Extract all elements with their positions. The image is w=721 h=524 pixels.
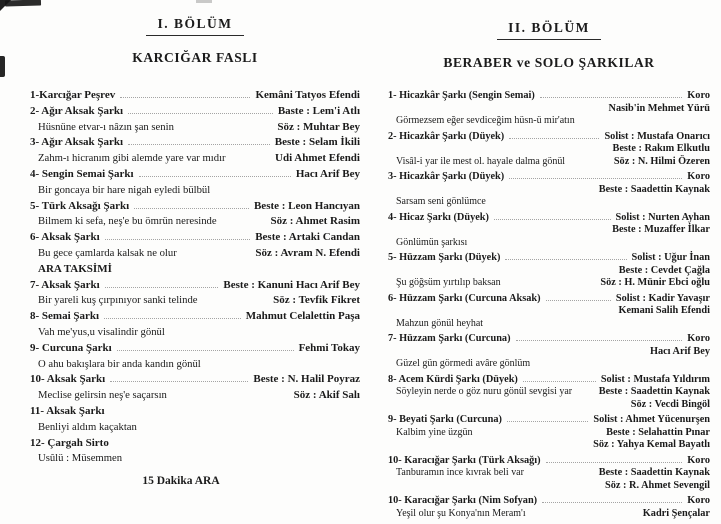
program-item [30, 309, 360, 341]
song-title-row [388, 212, 710, 225]
song-title: 4- Sengin Semai Şarkı [30, 167, 134, 180]
song-attribution: Söz : Akif Salı [293, 389, 360, 402]
dotted-leader [516, 340, 683, 341]
song-title-row [30, 372, 360, 388]
lyric-line: Bilmem ki sefa, neş'e bu ömrün neresinde [38, 215, 217, 228]
song-title: 5- Hüzzam Şarkı (Düyek) [388, 252, 501, 263]
dotted-leader [120, 97, 250, 98]
song-detail-row [30, 451, 360, 467]
program-item [388, 495, 710, 520]
song-attribution: Beste : Artaki Candan [255, 231, 360, 244]
song-title: 11- Aksak Şarkı [30, 404, 105, 417]
song-detail-row [388, 184, 710, 197]
song-attribution: Söz : Muhtar Bey [277, 120, 360, 133]
lyric-line: Yeşil olur şu Konya'nın Meram'ı [396, 507, 526, 519]
dotted-leader [542, 502, 682, 503]
lyric-line: Gönlümün şarkısı [396, 236, 468, 248]
dotted-leader [134, 208, 249, 209]
program-item [388, 293, 710, 331]
lyric-line: Visâl-i yar ile mest ol. hayale dalma gönül [396, 155, 566, 167]
song-attribution: Solist : Nurten Ayhan [615, 211, 710, 223]
dotted-leader [104, 318, 241, 319]
dotted-leader [509, 138, 599, 139]
program-item [30, 230, 360, 262]
song-attribution: Solist : Mustafa Onarıcı [604, 130, 710, 142]
song-detail-row [30, 357, 360, 373]
song-title-row [30, 199, 360, 215]
dotted-leader [507, 421, 588, 422]
song-attribution: Kemani Salih Efendi [618, 305, 710, 316]
program-item [30, 167, 360, 199]
song-title: 10- Karacığar Şarkı (Nim Sofyan) [388, 495, 538, 506]
song-title-row [388, 374, 710, 387]
song-title-row [388, 455, 710, 468]
song-attribution: Solist : Uğur İnan [631, 252, 710, 263]
song-attribution: Beste : Cevdet Çağla [618, 264, 710, 276]
song-title-row [388, 131, 710, 144]
song-attribution: Beste : Saadettin Kaynak [598, 386, 710, 397]
song-attribution: Solist : Mustafa Yıldırım [600, 373, 710, 385]
song-attribution: Koro [687, 333, 710, 344]
song-attribution: Nasib'in Mehmet Yürü [608, 102, 710, 114]
song-detail-row [388, 224, 710, 237]
dotted-leader [523, 381, 596, 382]
dotted-leader [128, 113, 273, 114]
song-detail-row [30, 293, 360, 309]
song-detail-row [388, 467, 710, 480]
song-attribution: Söz : H. Münir Ebci oğlu [600, 277, 710, 288]
song-attribution: Kemâni Tatyos Efendi [255, 89, 360, 101]
song-detail-row [388, 346, 710, 359]
part-1-title: I. BÖLÜM [146, 16, 243, 36]
song-detail-row [388, 439, 710, 452]
song-detail-row [388, 386, 710, 399]
song-attribution: Kadri Şençalar [642, 507, 710, 519]
dotted-leader [546, 300, 611, 301]
lyric-line: Güzel gün görmedi avâre gönlüm [396, 358, 531, 369]
song-detail-row [388, 143, 710, 156]
song-title-row [30, 230, 360, 246]
song-attribution: Söz : R. Ahmet Sevengil [605, 479, 710, 491]
song-title-row [30, 167, 360, 183]
song-title-row [30, 309, 360, 325]
song-detail-row [388, 318, 710, 331]
program-item [388, 90, 710, 128]
song-detail-row [30, 246, 360, 262]
program-item [30, 199, 360, 231]
song-detail-row [388, 265, 710, 278]
song-detail-row [388, 277, 710, 290]
song-title: 10- Aksak Şarkı [30, 373, 106, 386]
lyric-line: Şu göğsüm yırtılıp baksan [396, 277, 501, 288]
song-title: 8- Acem Kürdi Şarkı (Düyek) [388, 373, 518, 385]
program-item [388, 131, 710, 169]
program-item [30, 436, 360, 468]
scan-artifact [196, 0, 212, 3]
program-item [388, 374, 710, 412]
program-item [30, 404, 360, 436]
song-attribution: Söz : N. Hilmi Özeren [613, 155, 710, 167]
song-attribution: Koro [687, 495, 710, 506]
song-attribution: Solist : Ahmet Yücenurşen [593, 414, 710, 425]
song-attribution: Solist : Kadir Yavaşır [615, 292, 710, 304]
interlude-heading: ARA TAKSİMİ [38, 262, 112, 275]
song-title: 7- Hüzzam Şarkı (Curcuna) [388, 333, 511, 344]
song-title: 3- Hicazkâr Şarkı (Düyek) [388, 171, 505, 182]
part-2-title: II. BÖLÜM [497, 20, 601, 40]
song-title-row [388, 252, 710, 265]
program-item [30, 135, 360, 167]
dotted-leader [139, 176, 291, 177]
program-item [30, 88, 360, 104]
song-detail-row [388, 427, 710, 440]
program-item [30, 104, 360, 136]
program-item [388, 212, 710, 250]
lyric-line: Vah me'yus,u visalindir gönül [38, 325, 165, 338]
dotted-leader [105, 239, 250, 240]
song-title-row [30, 135, 360, 151]
dotted-leader [128, 144, 270, 145]
program-item [388, 252, 710, 290]
song-detail-row [30, 214, 360, 230]
song-title: 1-Karcığar Peşrev [30, 89, 116, 101]
song-title-row [388, 171, 710, 184]
dotted-leader [509, 178, 682, 179]
dotted-leader [117, 350, 294, 351]
song-attribution: Söz : Tevfik Fikret [273, 294, 360, 307]
song-title-row [388, 333, 710, 346]
dotted-leader [546, 462, 683, 463]
dotted-leader [540, 97, 682, 98]
program-item [388, 455, 710, 493]
section-part-1 [30, 16, 360, 487]
song-detail-row [30, 120, 360, 136]
song-title: 9- Beyati Şarkı (Curcuna) [388, 414, 502, 425]
section-part-2 [388, 20, 710, 523]
song-title-row [30, 104, 360, 120]
program-item [30, 372, 360, 404]
part-2-song-list [388, 90, 710, 520]
song-attribution: Beste : Saadettin Kaynak [598, 183, 710, 195]
song-detail-row [388, 156, 710, 169]
song-attribution: Fehmi Tokay [298, 341, 360, 354]
song-attribution: Koro [687, 90, 710, 101]
song-title-row [388, 495, 710, 508]
song-title-row [388, 90, 710, 103]
scan-artifact [5, 0, 41, 6]
song-detail-row [388, 103, 710, 116]
song-title: 4- Hicaz Şarkı (Düyek) [388, 211, 489, 223]
song-attribution: Söz : Vecdi Bingöl [630, 398, 710, 410]
lyric-line: Bir goncaya bir hare nigah eyledi bülbül [38, 183, 211, 196]
song-title: 1- Hicazkâr Şarkı (Sengin Semai) [388, 90, 535, 101]
lyric-line: Benliyi aldım kaçaktan [38, 420, 137, 433]
song-attribution: Udi Ahmet Efendi [275, 152, 360, 165]
song-attribution: Koro [687, 454, 710, 466]
lyric-line: Usûlü : Müsemmen [38, 452, 123, 465]
song-detail-row [30, 151, 360, 167]
dotted-leader [505, 259, 626, 260]
part-1-subtitle: KARCIĞAR FASLI [132, 50, 258, 65]
song-title-row [30, 88, 360, 104]
song-attribution: Beste : Rakım Elkutlu [612, 143, 710, 154]
intermission-note: 15 Dakika ARA [142, 475, 220, 488]
song-title: 10- Karacığar Şarkı (Türk Aksağı) [388, 454, 541, 466]
lyric-line: Kalbim yine üzgün [396, 426, 473, 438]
program-item [388, 414, 710, 452]
song-detail-row [30, 325, 360, 341]
lyric-line: Tanburamın ince kıvrak beli var [396, 467, 524, 478]
song-attribution: Söz : Avram N. Efendi [255, 246, 360, 259]
part-2-header [388, 20, 710, 40]
lyric-line: Söyleyin nerde o göz nuru gönül sevgisi yar [396, 386, 573, 397]
song-title: 9- Curcuna Şarkı [30, 341, 112, 354]
program-item [388, 171, 710, 209]
dotted-leader [494, 219, 611, 220]
lyric-line: Hüsnüne etvar-ı nâzın şan senin [38, 120, 174, 133]
song-attribution: Hacı Arif Bey [649, 345, 710, 357]
song-title: 8- Semai Şarkı [30, 310, 100, 323]
program-item [30, 341, 360, 373]
lyric-line: Sarsam seni gönlümce [396, 196, 486, 207]
song-attribution: Mahmut Celalettin Paşa [245, 310, 360, 323]
song-detail-row [388, 358, 710, 371]
song-attribution: Koro [687, 171, 710, 182]
song-attribution: Beste : Selahattin Pınar [606, 426, 710, 438]
song-title: 6- Aksak Şarkı [30, 231, 100, 244]
program-item [30, 278, 360, 310]
song-detail-row [388, 508, 710, 521]
song-title-row [30, 404, 360, 420]
song-title: 6- Hüzzam Şarkı (Curcuna Aksak) [388, 292, 541, 304]
song-detail-row [30, 420, 360, 436]
song-detail-row [388, 115, 710, 128]
part-1-header [30, 16, 360, 36]
song-attribution: Beste : N. Halil Poyraz [253, 373, 360, 386]
lyric-line: Görmezsem eğer sevdiceğim hüsn-ü mir'atın [396, 115, 575, 126]
song-attribution: Söz : Yahya Kemal Bayatlı [593, 439, 710, 450]
song-attribution: Beste : Saadettin Kaynak [598, 467, 710, 478]
song-attribution: Beste : Kanuni Hacı Arif Bey [223, 278, 360, 291]
song-detail-row [388, 305, 710, 318]
lyric-line: Meclise gelirsin neş'e saçarsın [38, 389, 167, 402]
lyric-line: Mahzun gönül heyhat [396, 317, 484, 329]
lyric-line: Bir yareli kuş çırpınıyor sanki telinde [38, 294, 198, 307]
song-title: 12- Çargah Sirto [30, 436, 109, 449]
dotted-leader [105, 287, 219, 288]
song-attribution: Beste : Leon Hancıyan [253, 199, 360, 212]
part-2-subtitle: BERABER ve SOLO ŞARKILAR [443, 55, 655, 70]
song-title-row [30, 278, 360, 294]
lyric-line: Bu gece çamlarda kalsak ne olur [38, 246, 177, 259]
song-detail-row [30, 183, 360, 199]
song-attribution: Hacı Arif Bey [295, 167, 360, 180]
song-detail-row [388, 480, 710, 493]
song-title: 3- Ağır Aksak Şarkı [30, 136, 124, 149]
part-1-song-list [30, 88, 360, 467]
song-attribution: Beste : Muzaffer İlkar [612, 224, 710, 235]
song-title-row [30, 341, 360, 357]
song-title-row [388, 414, 710, 427]
song-title-row [30, 436, 360, 452]
scan-artifact [0, 56, 5, 77]
lyric-line: O ahu bakışlara bir anda kandın gönül [38, 357, 201, 370]
song-title: 7- Aksak Şarkı [30, 278, 100, 291]
song-title: 2- Hicazkâr Şarkı (Düyek) [388, 130, 505, 142]
song-detail-row [30, 388, 360, 404]
song-detail-row [388, 237, 710, 250]
program-item [388, 333, 710, 371]
song-title: 2- Ağır Aksak Şarkı [30, 104, 124, 117]
song-title: 5- Türk Aksağı Şarkı [30, 199, 130, 212]
song-attribution: Baste : Lem'i Atlı [277, 104, 360, 117]
song-attribution: Söz : Ahmet Rasim [270, 215, 360, 228]
lyric-line: Zahm-ı hicranım gibi alemde yare var mıdır [38, 152, 226, 165]
song-detail-row [388, 399, 710, 412]
song-attribution: Beste : Selam İkili [274, 136, 360, 149]
song-title-row [388, 293, 710, 306]
song-detail-row [388, 196, 710, 209]
dotted-leader [110, 381, 248, 382]
